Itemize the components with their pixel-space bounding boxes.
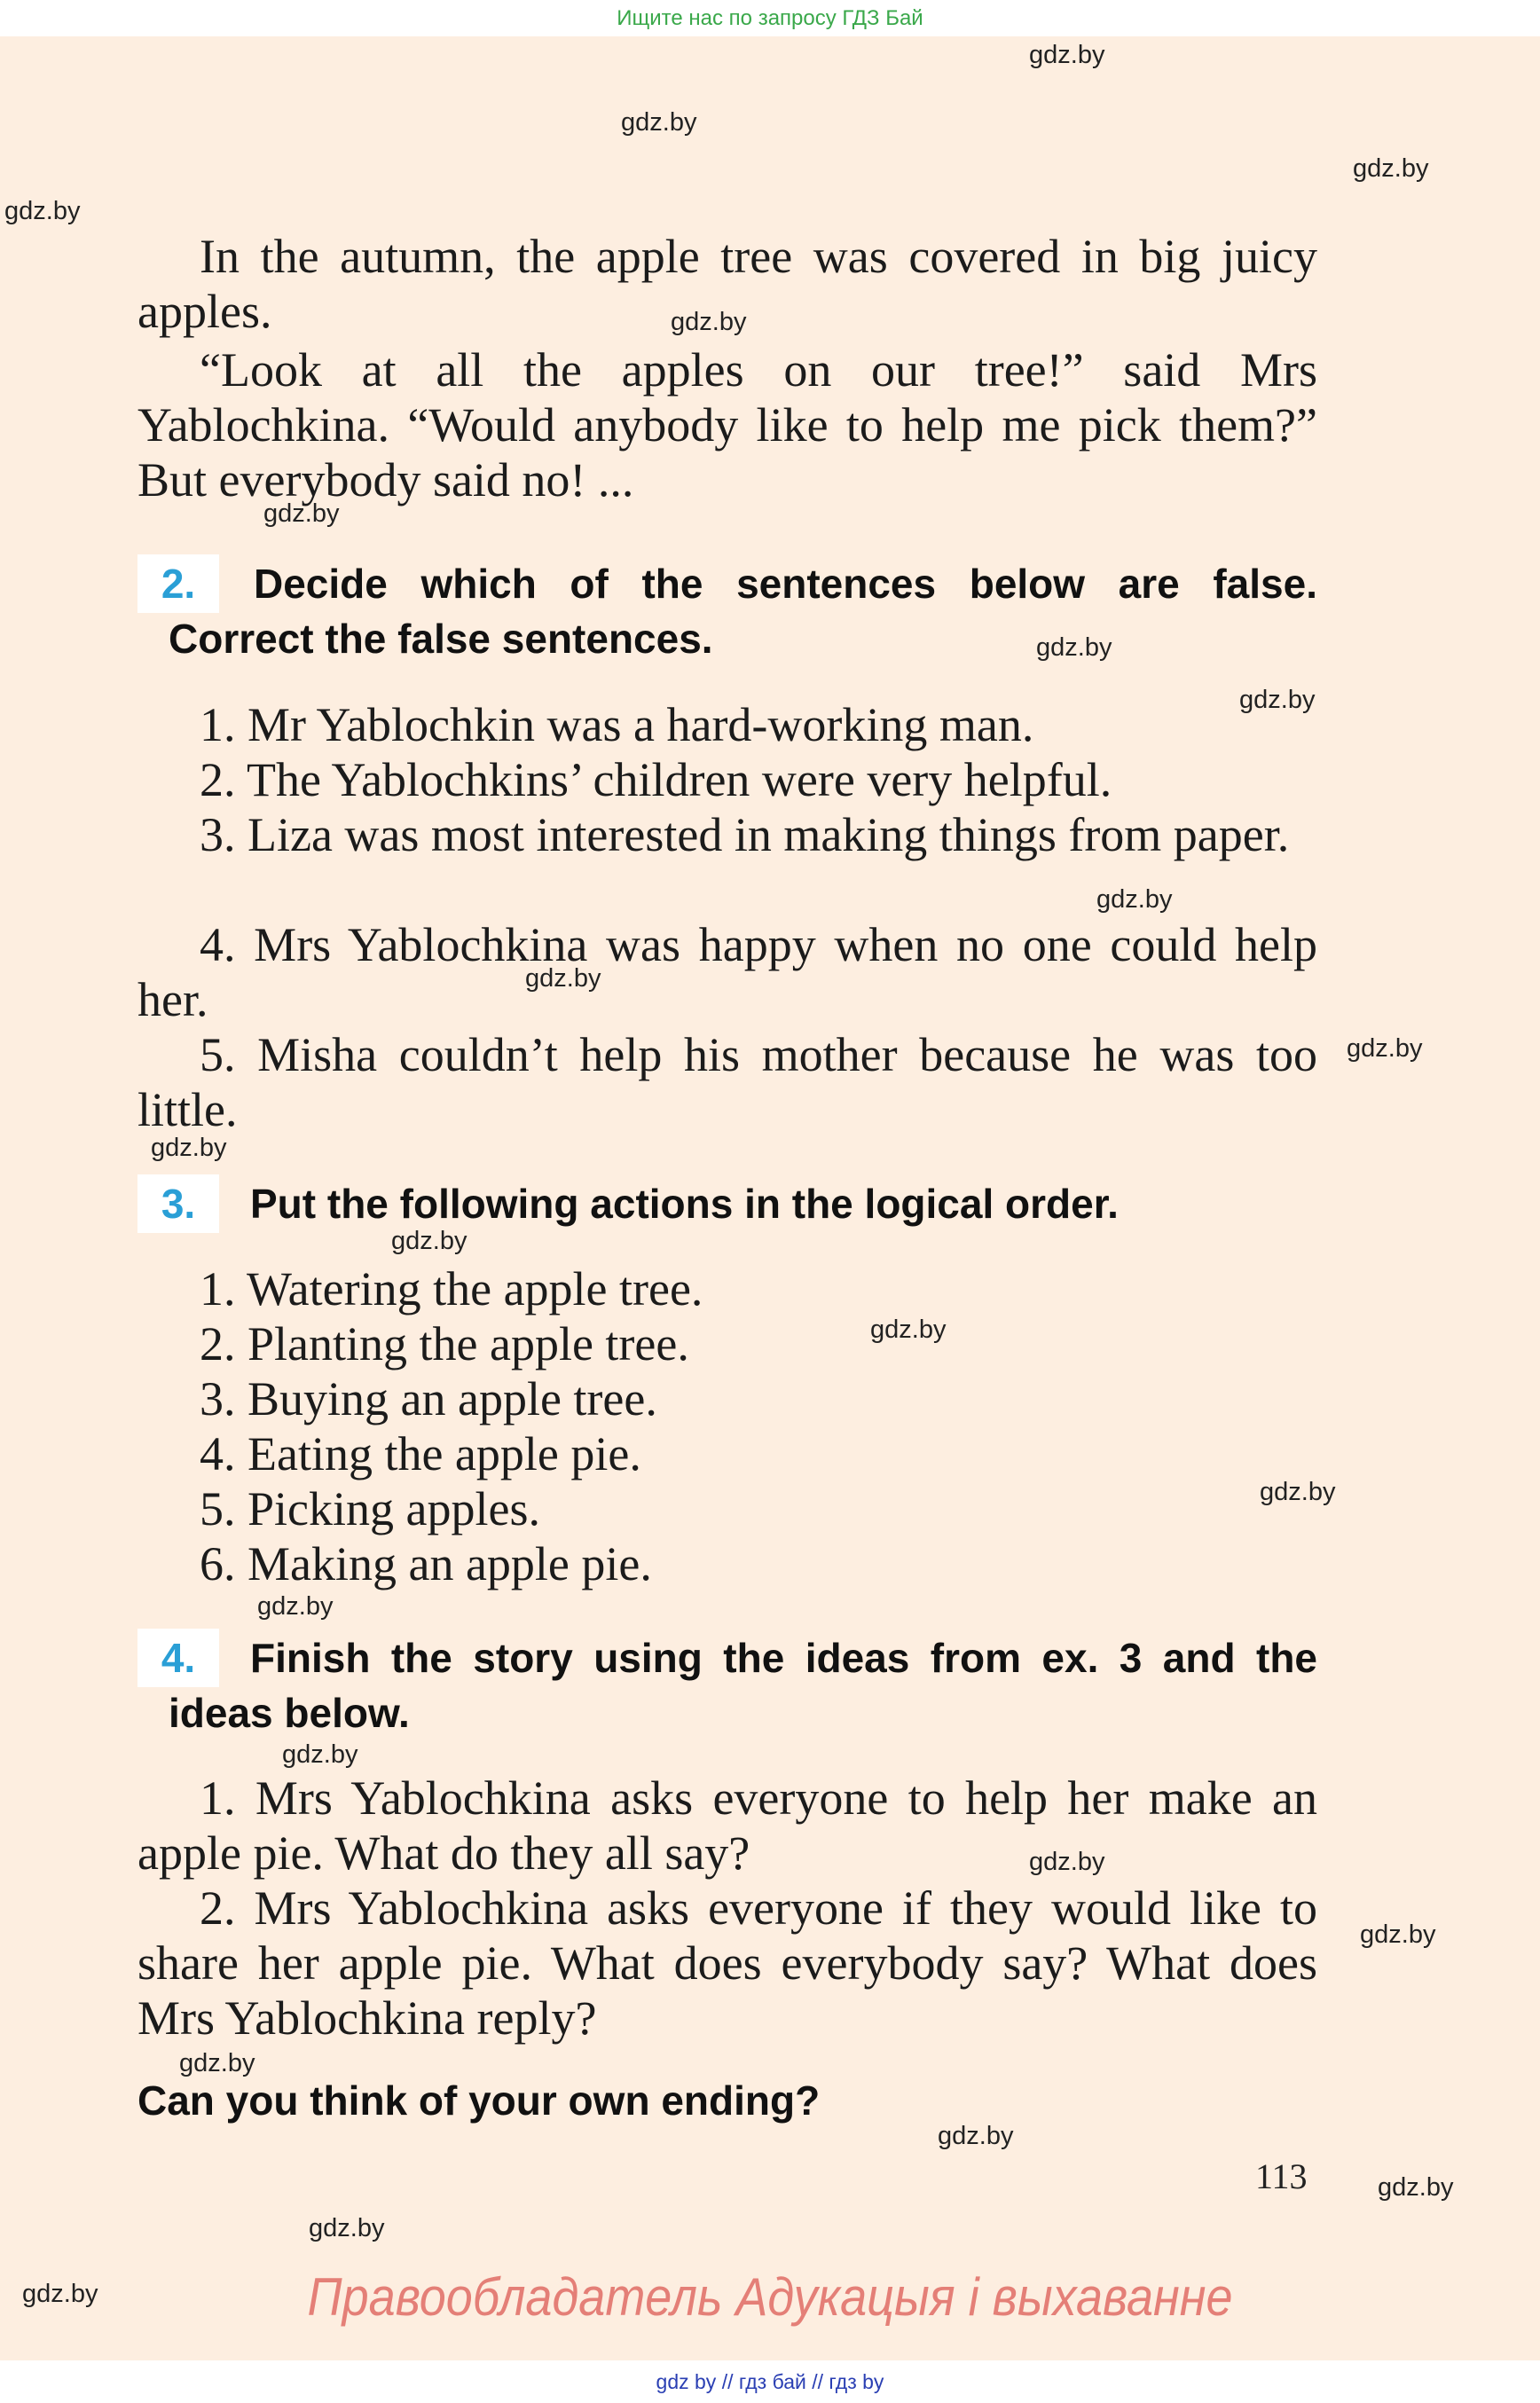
watermark: gdz.by [1036,633,1112,662]
list-item: 3. Buying an apple tree. [200,1372,657,1425]
list-item: 1. Mr Yablochkin was a hard-working man. [200,698,1034,751]
watermark: gdz.by [870,1315,947,1344]
list-item: 5. Picking apples. [200,1482,540,1535]
watermark: gdz.by [1378,2173,1454,2202]
watermark: gdz.by [525,964,601,993]
list-item: 3. Liza was most interested in making things from paper. [200,808,1290,861]
top-banner[interactable]: Ищите нас по запросу ГДЗ Бай [617,6,923,30]
list-item: 5. Misha couldn’t help his mother because he was too little. [138,1028,1317,1136]
watermark: gdz.by [257,1592,334,1621]
list-item: 2. Planting the apple tree. [200,1317,689,1370]
watermark: gdz.by [1029,41,1105,69]
task-instruction: Finish the story using the ideas from ex. 3 and the ideas below. [169,1635,1317,1736]
watermark: gdz.by [1353,154,1429,183]
watermark: gdz.by [1239,686,1316,714]
watermark: gdz.by [4,197,81,225]
watermark: gdz.by [1096,885,1173,914]
task-instruction: Put the following actions in the logical order. [250,1181,1119,1227]
list-item: 6. Making an apple pie. [200,1537,652,1590]
story-paragraph-1: In the autumn, the apple tree was covered in big juicy apples. [138,230,1317,338]
watermark: gdz.by [1260,1478,1336,1506]
watermark: gdz.by [671,308,747,336]
watermark: gdz.by [309,2214,385,2242]
watermark: gdz.by [263,499,340,528]
list-item: 4. Mrs Yablochkina was happy when no one could help her. [138,918,1317,1026]
task-instruction: Decide which of the sentences below are false. Correct the false sentences. [169,561,1317,662]
task-number: 2. [138,554,219,613]
watermark: gdz.by [22,2280,98,2308]
watermark: gdz.by [179,2049,255,2077]
task-number: 3. [138,1174,219,1233]
task-number: 4. [138,1629,219,1687]
watermark: gdz.by [391,1227,468,1255]
watermark: gdz.by [938,2122,1014,2150]
watermark: gdz.by [1029,1848,1105,1876]
page-number: 113 [1255,2156,1308,2196]
watermark: gdz.by [621,108,697,137]
watermark: gdz.by [1360,1920,1436,1949]
watermark: gdz.by [1347,1034,1423,1063]
closing-question: Can you think of your own ending? [138,2077,821,2124]
list-item: 2. Mrs Yablochkina asks everyone if they would like to share her apple pie. What does everybody say? What does Mrs Yablochkina reply? [138,1881,1317,2045]
list-item: 4. Eating the apple pie. [200,1427,641,1480]
story-paragraph-2: “Look at all the apples on our tree!” said Mrs Yablochkina. “Would anybody like to help me pick them?” But everybody said no! ... [138,343,1317,507]
list-item: 2. The Yablochkins’ children were very helpful. [200,753,1112,806]
list-item: 1. Mrs Yablochkina asks everyone to help her make an apple pie. What do they all say? [138,1771,1317,1880]
watermark: gdz.by [282,1740,358,1769]
rights-holder: Правообладатель Адукацыя і выхаванне [307,2267,1233,2327]
watermark: gdz.by [151,1134,227,1162]
list-item: 1. Watering the apple tree. [200,1262,703,1315]
bottom-banner[interactable]: gdz by // гдз бай // гдз by [656,2370,884,2393]
